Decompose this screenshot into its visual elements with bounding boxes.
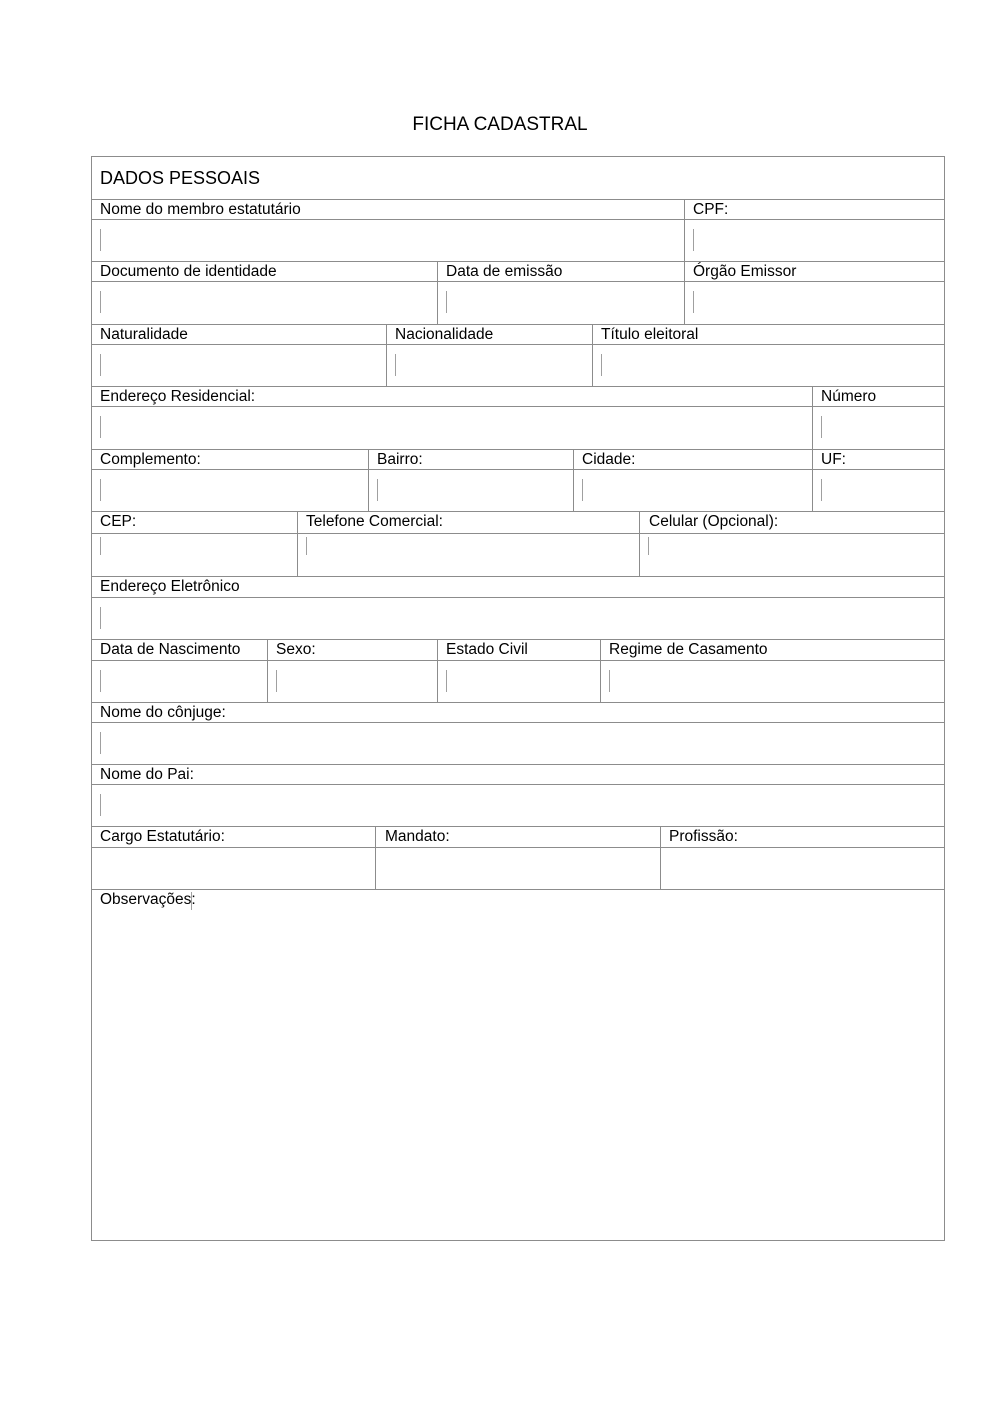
mobile-phone-field[interactable] <box>640 534 944 574</box>
email-field[interactable] <box>92 598 944 638</box>
divider <box>92 511 944 512</box>
label-term: Mandato: <box>385 828 450 845</box>
label-cpf: CPF: <box>693 201 729 218</box>
identity-document-field[interactable] <box>92 282 437 322</box>
birth-date-field[interactable] <box>92 661 267 701</box>
label-issue-date: Data de emissão <box>446 263 563 280</box>
profession-field[interactable] <box>661 848 944 888</box>
business-phone-field[interactable] <box>298 534 639 574</box>
neighborhood-field[interactable] <box>369 470 573 510</box>
label-voter-id: Título eleitoral <box>601 326 699 343</box>
birthplace-field[interactable] <box>92 345 386 385</box>
nationality-field[interactable] <box>387 345 592 385</box>
label-complement: Complemento: <box>100 451 201 468</box>
label-number: Número <box>821 388 877 405</box>
label-email: Endereço Eletrônico <box>100 578 240 595</box>
label-spouse-name: Nome do cônjuge: <box>100 704 226 721</box>
zip-code-field[interactable] <box>92 534 297 574</box>
divider <box>92 764 944 765</box>
label-state: UF: <box>821 451 846 468</box>
label-residential-address: Endereço Residencial: <box>100 388 256 405</box>
issue-date-field[interactable] <box>438 282 684 322</box>
marital-status-field[interactable] <box>438 661 600 701</box>
father-name-field[interactable] <box>92 785 944 825</box>
label-mobile-phone: Celular (Opcional): <box>649 513 779 530</box>
label-birthplace: Naturalidade <box>100 326 188 343</box>
label-marriage-regime: Regime de Casamento <box>609 641 768 658</box>
marriage-regime-field[interactable] <box>601 661 944 701</box>
label-statutory-position: Cargo Estatutário: <box>100 828 225 845</box>
member-name-field[interactable] <box>92 220 684 260</box>
cpf-field[interactable] <box>685 220 944 260</box>
sex-field[interactable] <box>268 661 437 701</box>
label-nationality: Nacionalidade <box>395 326 494 343</box>
label-city: Cidade: <box>582 451 636 468</box>
issuing-agency-field[interactable] <box>685 282 944 322</box>
divider <box>92 324 944 325</box>
label-neighborhood: Bairro: <box>377 451 423 468</box>
personal-data-form <box>91 156 945 1241</box>
label-profession: Profissão: <box>669 828 738 845</box>
state-field[interactable] <box>813 470 944 510</box>
label-birth-date: Data de Nascimento <box>100 641 241 658</box>
label-business-phone: Telefone Comercial: <box>306 513 443 530</box>
form-title: FICHA CADASTRAL <box>412 114 588 135</box>
complement-field[interactable] <box>92 470 368 510</box>
label-member-name: Nome do membro estatutário <box>100 201 301 218</box>
statutory-position-field[interactable] <box>92 848 375 888</box>
observations-area[interactable] <box>92 890 944 1240</box>
label-zip-code: CEP: <box>100 513 137 530</box>
label-identity-document: Documento de identidade <box>100 263 277 280</box>
term-field[interactable] <box>376 848 660 888</box>
label-observations: Observações: <box>100 891 196 908</box>
label-father-name: Nome do Pai: <box>100 766 194 783</box>
label-marital-status: Estado Civil <box>446 641 528 658</box>
residential-address-field[interactable] <box>92 407 812 447</box>
divider <box>92 449 944 450</box>
number-field[interactable] <box>813 407 944 447</box>
city-field[interactable] <box>574 470 812 510</box>
section-title: DADOS PESSOAIS <box>100 168 261 188</box>
label-issuing-agency: Órgão Emissor <box>693 263 797 280</box>
spouse-name-field[interactable] <box>92 723 944 763</box>
voter-id-field[interactable] <box>593 345 944 385</box>
label-sex: Sexo: <box>276 641 316 658</box>
